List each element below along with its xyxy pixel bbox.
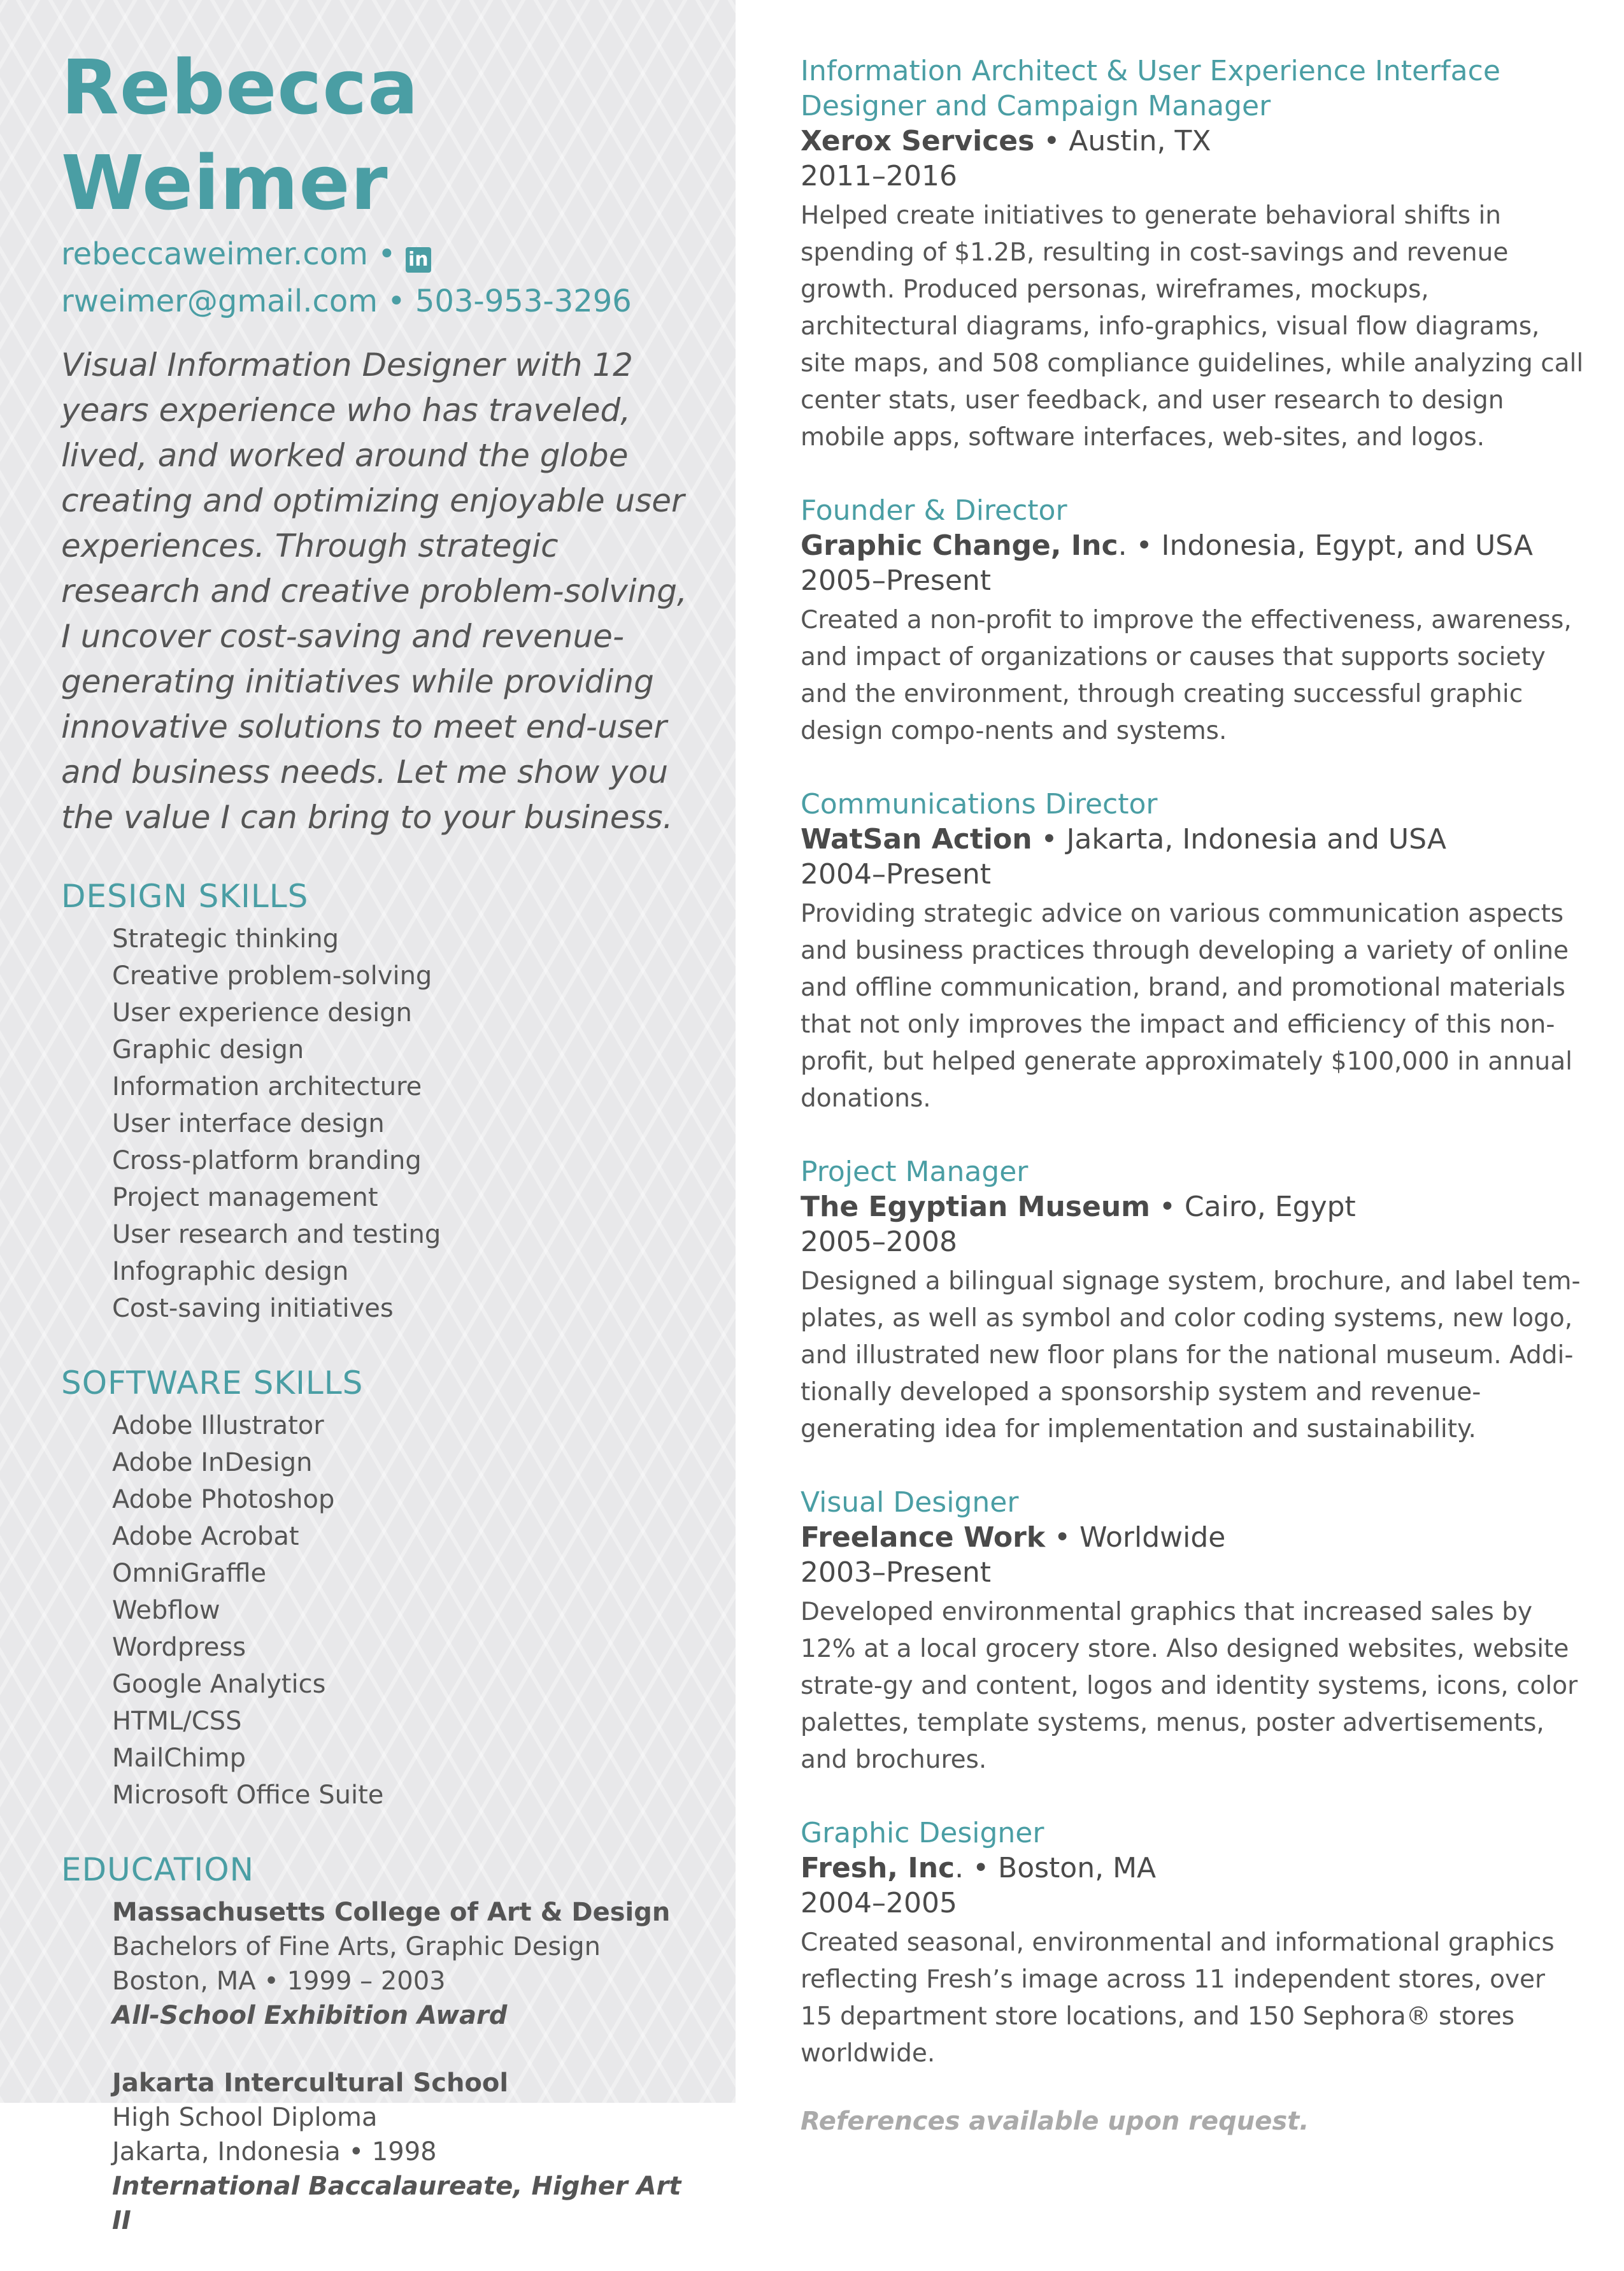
job-entry: [801, 1485, 1584, 1779]
education-entry: [112, 2066, 704, 2238]
job-organization: [801, 1520, 1584, 1555]
job-role: Communications Director: [801, 788, 1158, 820]
skill-item: User interface design: [112, 1109, 385, 1138]
company-name: Freelance Work: [801, 1521, 1046, 1554]
job-location: • Austin, TX: [1034, 125, 1211, 157]
education-heading: EDUCATION: [61, 1851, 254, 1888]
job-description: Providing strategic advice on various communication aspects and business practices through developing a variety of online and offline communication, brand, and promotional materials that not only improves the impact and efficiency of this non-profit, but helped generate approximately $100,000 in annual donations.: [801, 899, 1573, 1113]
email-link[interactable]: rweimer@gmail.com: [61, 283, 378, 319]
company-name: The Egyptian Museum: [801, 1191, 1150, 1223]
education-entry: [112, 1895, 704, 2033]
skill-item: Strategic thinking: [112, 924, 339, 954]
job-organization: [801, 1189, 1584, 1224]
contact-line-1: [61, 231, 704, 278]
company-name: Fresh, Inc: [801, 1852, 955, 1884]
job-entry: [801, 493, 1584, 750]
job-role: Graphic Designer: [801, 1817, 1044, 1849]
job-location: . • Boston, MA: [955, 1852, 1157, 1884]
job-dates: 2011–2016: [801, 160, 957, 192]
job-location: • Worldwide: [1045, 1521, 1226, 1554]
job-location: • Jakarta, Indonesia and USA: [1032, 823, 1446, 856]
job-organization: [801, 1851, 1584, 1886]
job-dates: 2005–2008: [801, 1226, 957, 1258]
job-dates: 2004–Present: [801, 858, 992, 891]
job-entry: [801, 54, 1584, 456]
software-item: Adobe Photoshop: [112, 1485, 335, 1514]
job-description: Created a non-profit to improve the effectiveness, awareness, and impact of organizations or causes that supports society and the environment, through creating successful graphic design compo-nents and systems.: [801, 606, 1572, 745]
job-role: Visual Designer: [801, 1486, 1019, 1519]
skill-item: Cost-saving initiatives: [112, 1294, 394, 1323]
software-item: Adobe Illustrator: [112, 1411, 324, 1440]
job-location: . • Indonesia, Egypt, and USA: [1118, 529, 1533, 562]
job-dates: 2005–Present: [801, 564, 992, 597]
school-name: Jakarta Intercultural School: [112, 2068, 509, 2098]
company-name: WatSan Action: [801, 823, 1032, 856]
job-location: • Cairo, Egypt: [1150, 1191, 1356, 1223]
degree: High School Diploma: [112, 2103, 378, 2132]
software-item: Webflow: [112, 1596, 220, 1625]
design-skills-heading: DESIGN SKILLS: [61, 878, 309, 915]
job-entry: [801, 787, 1584, 1117]
skill-item: Project management: [112, 1183, 378, 1212]
software-item: Wordpress: [112, 1633, 246, 1662]
experience-column: [801, 54, 1584, 2136]
software-item: Microsoft Office Suite: [112, 1780, 384, 1810]
linkedin-icon[interactable]: in: [406, 247, 431, 273]
job-entry: [801, 1816, 1584, 2072]
skill-item: Information architecture: [112, 1072, 422, 1101]
award: All-School Exhibition Award: [112, 2001, 508, 2030]
degree: Bachelors of Fine Arts, Graphic Design: [112, 1932, 601, 1961]
company-name: Xerox Services: [801, 125, 1035, 157]
job-role: Founder & Director: [801, 494, 1067, 527]
job-organization: [801, 822, 1584, 857]
skill-item: Creative problem-solving: [112, 961, 432, 991]
software-item: MailChimp: [112, 1744, 246, 1773]
job-description: Designed a bilingual signage system, brochure, and label tem-plates, as well as symbol and color coding systems, new logo, and illustrated new floor plans for the national museum. Addi-tionally developed a sponsorship system and revenue-generating idea for implementation and sustainability.: [801, 1267, 1581, 1444]
skill-item: Cross-platform branding: [112, 1146, 422, 1175]
software-item: Adobe Acrobat: [112, 1522, 299, 1551]
skill-item: User research and testing: [112, 1220, 441, 1249]
job-description: Developed environmental graphics that increased sales by 12% at a local grocery store. Also designed websites, website strate-gy and content, logos and identity systems, icons, color palettes, template systems, menus, poster advertisements, and brochures.: [801, 1598, 1578, 1774]
education-list: [112, 1895, 704, 2238]
separator-bullet: •: [387, 283, 406, 319]
job-organization: [801, 124, 1584, 159]
software-item: OmniGraffle: [112, 1559, 267, 1588]
references-note: References available upon request.: [801, 2107, 1309, 2136]
job-role: Information Architect & User Experience Interface Designer and Campaign Manager: [801, 55, 1500, 122]
job-entry: [801, 1154, 1584, 1448]
job-role: Project Manager: [801, 1156, 1029, 1188]
job-dates: 2004–2005: [801, 1887, 957, 1919]
software-item: HTML/CSS: [112, 1707, 242, 1736]
skill-item: Infographic design: [112, 1257, 349, 1286]
company-name: Graphic Change, Inc: [801, 529, 1118, 562]
contact-line-2: [61, 278, 704, 325]
skill-item: User experience design: [112, 998, 412, 1028]
design-skills-list: [112, 921, 704, 1327]
award: International Baccalaureate, Higher Art II: [112, 2172, 681, 2235]
summary-paragraph: Visual Information Designer with 12 years experience who has traveled, lived, and worked around the globe creating and optimizing enjoyable user experiences. Through strategic research and creative problem-solving, I uncover cost-saving and revenue-generating initiatives while providing innovative solutions to meet end-user and business needs. Let me show you the value I can bring to your business.: [61, 347, 687, 836]
software-skills-list: [112, 1407, 704, 1814]
job-dates: 2003–Present: [801, 1556, 992, 1589]
website-link[interactable]: rebeccaweimer.com: [61, 236, 368, 272]
skill-item: Graphic design: [112, 1035, 304, 1064]
job-organization: [801, 528, 1584, 563]
school-name: Massachusetts College of Art & Design: [112, 1898, 671, 1927]
left-column: [61, 39, 704, 2271]
job-description: Created seasonal, environmental and informational graphics reflecting Fresh’s image across 11 independent stores, over 15 department store locations, and 150 Sephora® stores worldwide.: [801, 1928, 1555, 2068]
school-location: Jakarta, Indonesia • 1998: [112, 2137, 437, 2167]
candidate-name: Rebecca Weimer: [61, 43, 419, 227]
separator-bullet: •: [378, 236, 396, 272]
phone-number[interactable]: 503-953-3296: [415, 283, 632, 319]
job-description: Helped create initiatives to generate behavioral shifts in spending of $1.2B, resulting in cost-savings and revenue growth. Produced personas, wireframes, mockups, architectural diagrams, info-graphics, visual flow diagrams, site maps, and 508 compliance guidelines, while analyzing call center stats, user feedback, and user research to design mobile apps, software interfaces, web-sites, and logos.: [801, 201, 1584, 452]
software-skills-heading: SOFTWARE SKILLS: [61, 1365, 364, 1401]
school-location: Boston, MA • 1999 – 2003: [112, 1967, 446, 1996]
software-item: Google Analytics: [112, 1670, 326, 1699]
software-item: Adobe InDesign: [112, 1448, 313, 1477]
